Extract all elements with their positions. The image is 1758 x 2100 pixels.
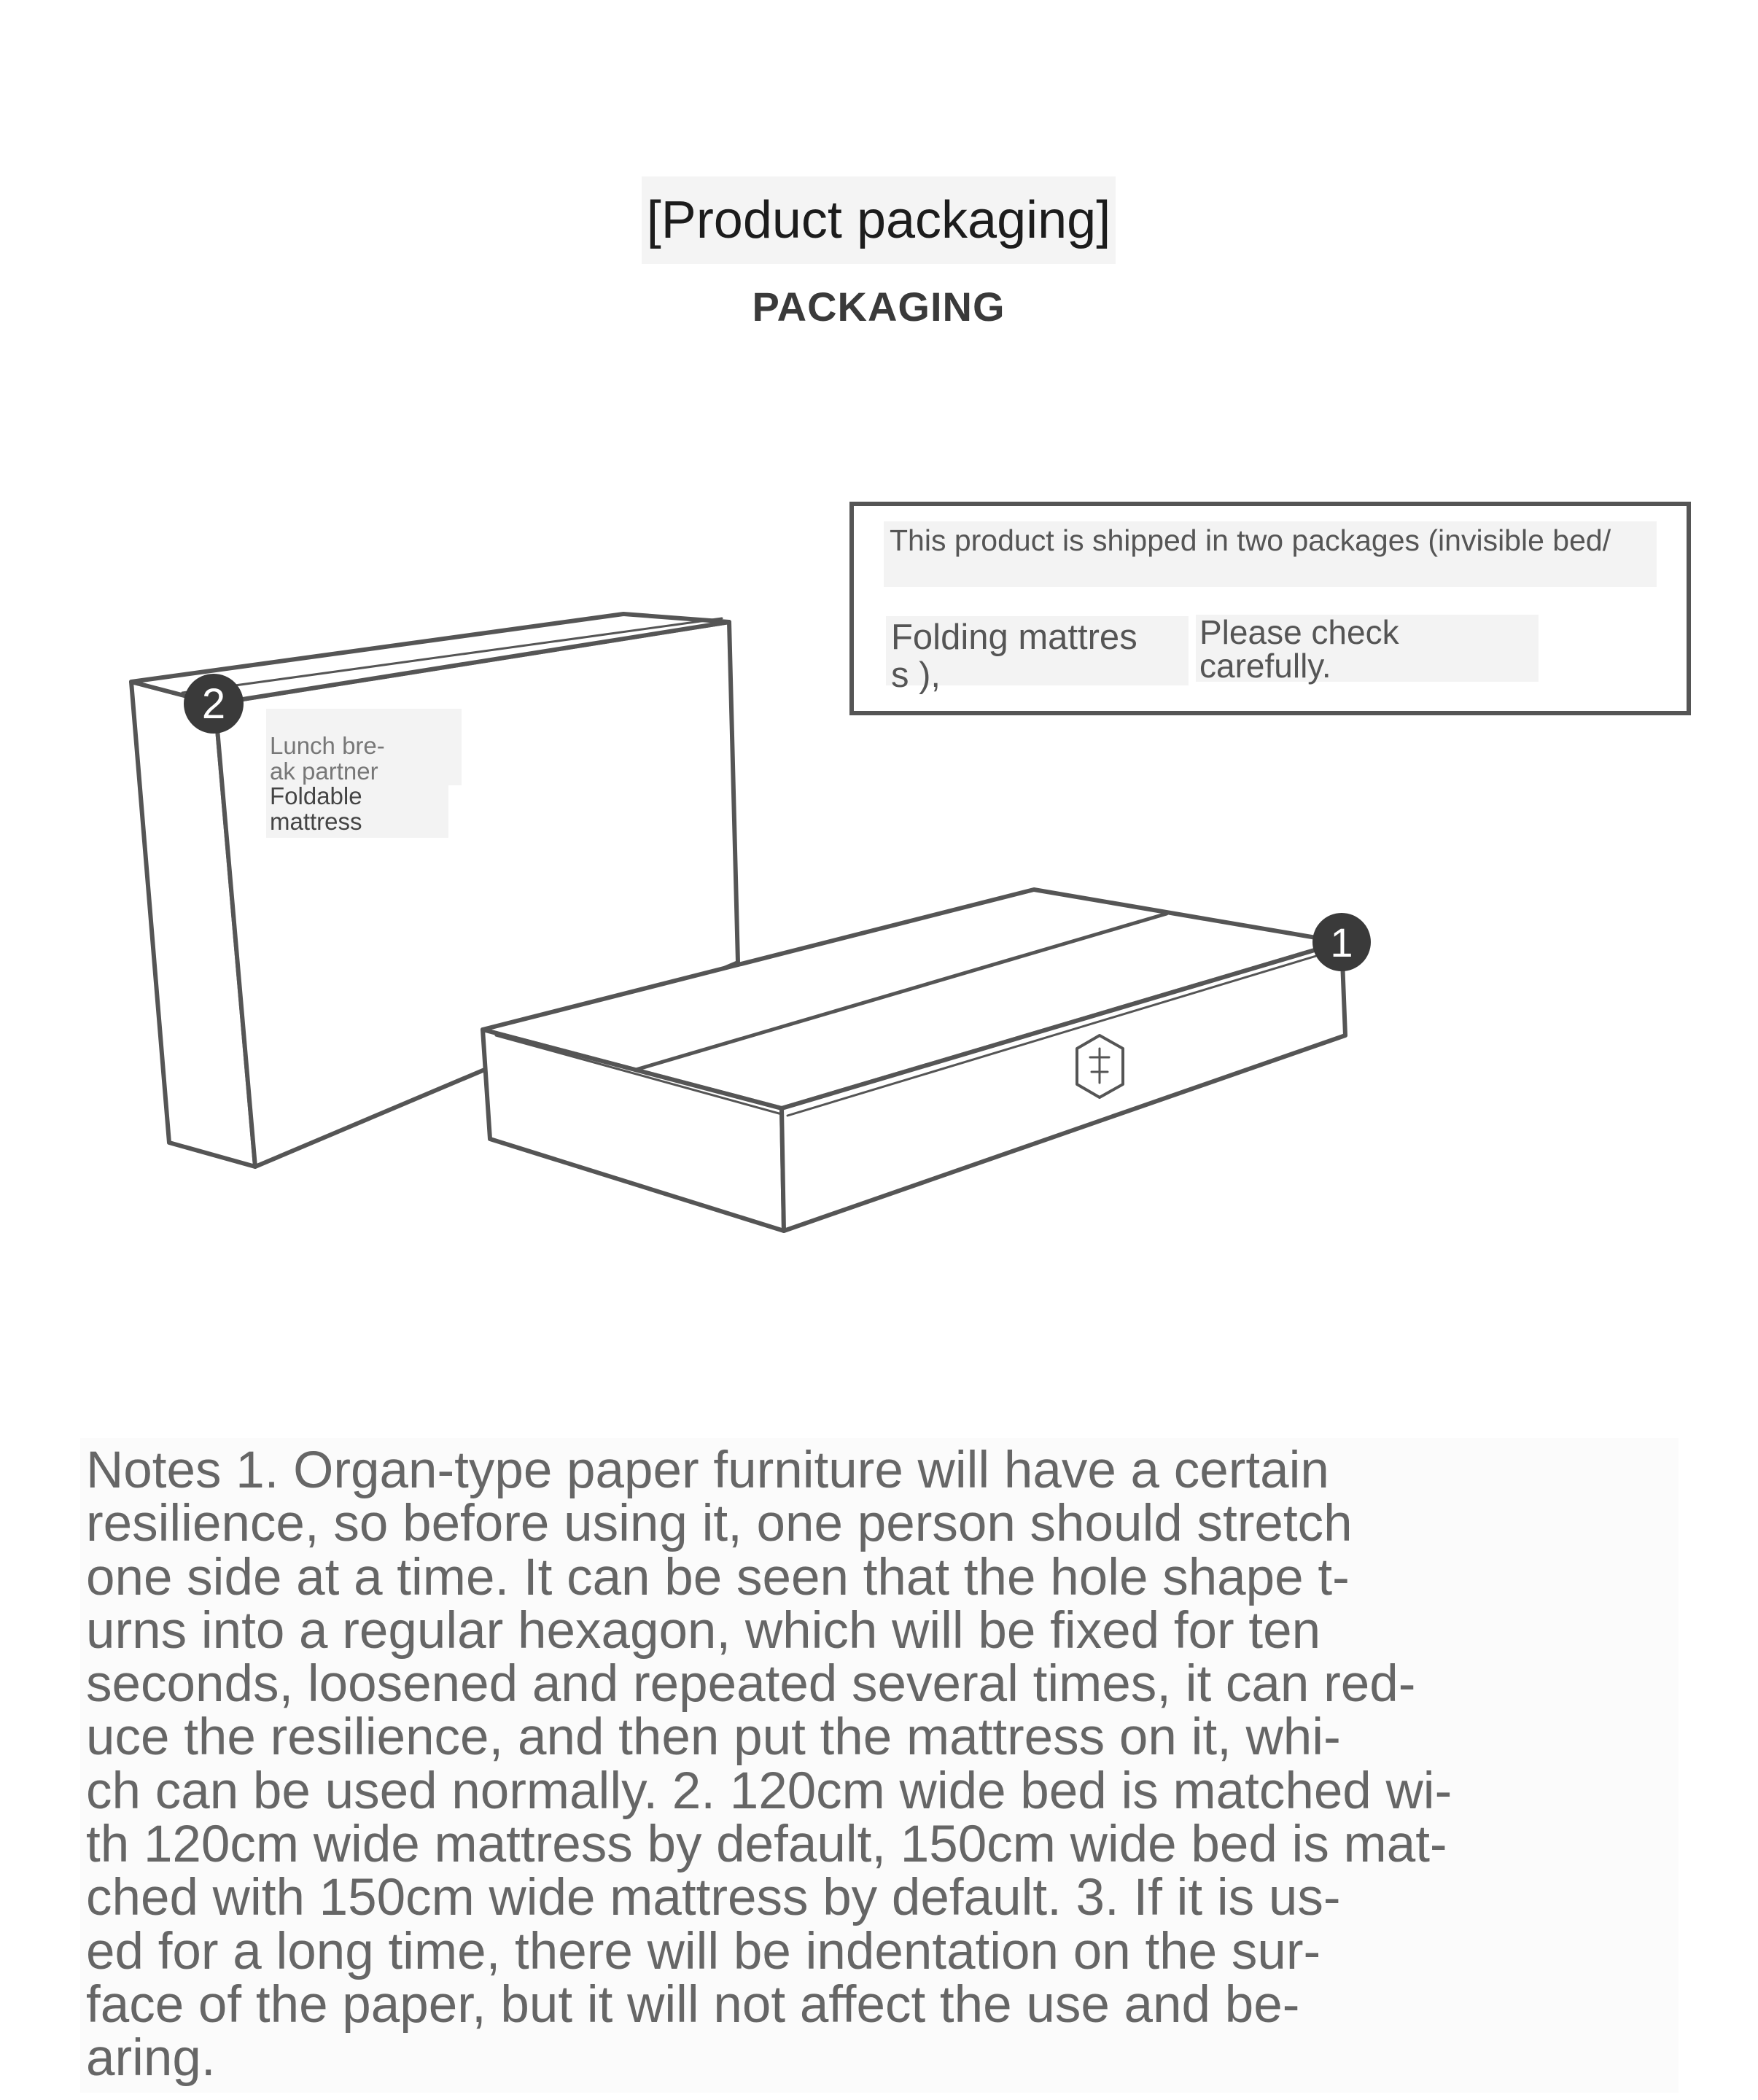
box-label-product: Foldable mattress bbox=[270, 782, 362, 835]
badge-1 bbox=[1312, 913, 1371, 971]
folding-mattress-text: Folding mattres s ), bbox=[891, 618, 1137, 695]
page-title: [Product packaging] bbox=[646, 191, 1111, 249]
check-carefully-text: Please check carefully. bbox=[1199, 613, 1399, 685]
badge-1-number: 1 bbox=[1330, 919, 1353, 965]
page-subtitle: PACKAGING bbox=[752, 284, 1006, 330]
box-label-brand: Lunch bre- ak partner bbox=[270, 732, 385, 785]
shipping-info-text: This product is shipped in two packages (invisible bed/ bbox=[890, 524, 1611, 557]
notes-text: Notes 1. Organ-type paper furniture will have a certain resilience, so before using it, one person should stretch one side at a time. It can be seen that the hole shape t- urns into a regular hexagon, which will be fixed for ten seconds, loosened and repeated several times, it can red- uce the resilience, and then put the mattress on it, whi- ch can be used normally. 2. 120cm wide bed is matched wi- th 120cm wide mattress by default, 150cm wide bed is mat- ched with 150cm wide mattress by default. 3. If it is us- ed for a long time, there will be indentation on the sur- face of the paper, but it will not affect the use and be- aring. bbox=[86, 1442, 1452, 2088]
badge-2-number: 2 bbox=[201, 680, 226, 728]
badge-2 bbox=[184, 674, 244, 734]
